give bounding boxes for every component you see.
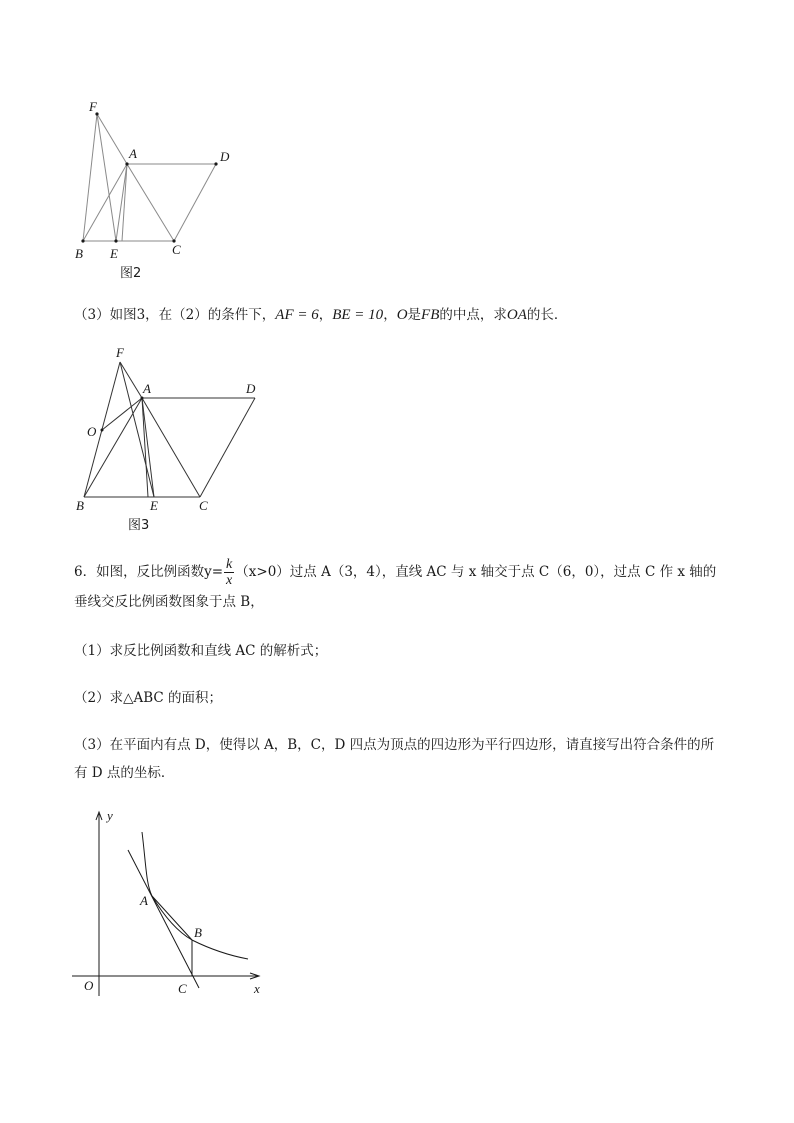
- segment-ab: [152, 896, 192, 940]
- point-b-label: B: [76, 498, 84, 513]
- point-o-text: O: [396, 307, 408, 323]
- figure-3: [70, 342, 270, 534]
- point-b-label: B: [75, 246, 83, 261]
- point-a-label: A: [143, 381, 151, 396]
- part-3-prefix: （3）如图3，在（2）的条件下，: [74, 307, 276, 323]
- text-is: 是: [407, 307, 422, 323]
- problem-5-part-3: [74, 305, 567, 325]
- figure-3-lines: [84, 362, 255, 497]
- point-c-label: C: [199, 498, 208, 513]
- point-c-label: C: [172, 242, 181, 257]
- segment-fb-text: FB: [421, 307, 440, 323]
- text-length: 的长．: [526, 307, 568, 323]
- function-graph: [66, 804, 276, 1004]
- problem-6-part-2: （2）求△ABC 的面积；: [74, 690, 223, 706]
- point-a-label: A: [140, 893, 148, 908]
- problem-6-condition: （x>0）过点 A（3，4），直线 AC 与 x 轴交于点 C（6，0），过点 C 作 x 轴的: [235, 564, 717, 580]
- problem-6-part-3-line-2: 有 D 点的坐标．: [74, 765, 175, 781]
- y-axis-label: y: [107, 808, 113, 823]
- be-equation: BE = 10: [332, 307, 384, 323]
- comma: ，: [383, 307, 397, 323]
- point-a-label: A: [129, 146, 137, 161]
- point-e-label: E: [150, 498, 158, 513]
- origin-label: O: [84, 978, 94, 993]
- point-b-label: B: [194, 925, 202, 940]
- point-e-label: E: [110, 246, 118, 261]
- figure-2-lines: [83, 114, 216, 241]
- x-axis-label: x: [254, 981, 260, 996]
- figure-2: [66, 92, 246, 284]
- problem-6-intro: 6．如图，反比例函数: [74, 564, 205, 580]
- fraction-k-over-x: [224, 557, 234, 588]
- point-f-label: F: [89, 99, 97, 114]
- problem-6-part-1: （1）求反比例函数和直线 AC 的解析式；: [74, 643, 328, 659]
- function-y: y=: [204, 564, 224, 580]
- fraction-numerator: k: [226, 557, 233, 572]
- fraction-denominator: x: [226, 573, 233, 588]
- point-f-label: F: [116, 345, 124, 360]
- figure-3-caption: 图3: [128, 518, 150, 533]
- point-d-label: D: [246, 381, 256, 396]
- af-equation: AF = 6: [275, 307, 319, 323]
- figure-2-caption: 图2: [120, 266, 142, 281]
- segment-oa-text: OA: [506, 307, 527, 323]
- line-ac: [128, 850, 199, 988]
- text-midpoint: 的中点，求: [439, 307, 507, 323]
- point-o-label: O: [87, 424, 97, 439]
- point-d-label: D: [220, 149, 230, 164]
- problem-6-part-3-line-1: （3）在平面内有点 D，使得以 A，B，C，D 四点为顶点的四边形为平行四边形，请直接写出符合条件的所: [74, 737, 715, 753]
- comma: ，: [318, 307, 333, 323]
- problem-6-line-2: 垂线交反比例函数图象于点 B，: [74, 594, 264, 610]
- problem-6-line-1: [74, 557, 716, 588]
- point-c-label: C: [178, 981, 187, 996]
